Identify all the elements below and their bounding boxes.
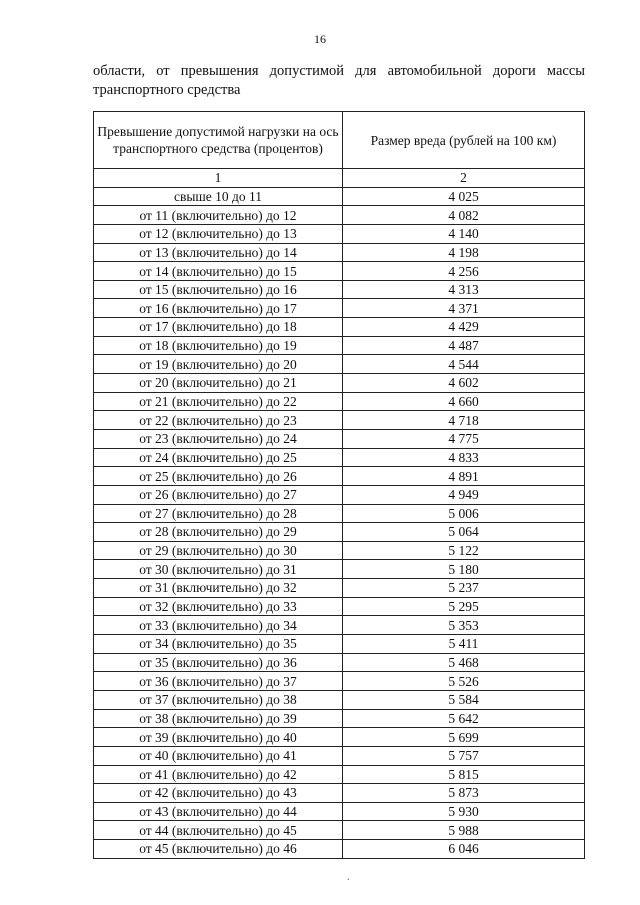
- harm-amount-cell: 4 256: [343, 262, 585, 281]
- table-row: [94, 653, 585, 672]
- overload-range-cell: от 29 (включительно) до 30: [94, 541, 343, 560]
- table-body: [94, 169, 585, 859]
- harm-amount-cell: 5 988: [343, 821, 585, 840]
- overload-range-cell: от 28 (включительно) до 29: [94, 523, 343, 542]
- harm-amount-cell: 5 064: [343, 523, 585, 542]
- table-row: [94, 597, 585, 616]
- table-row: [94, 187, 585, 206]
- footer-mark: .: [347, 872, 350, 883]
- table-row: [94, 709, 585, 728]
- overload-range-cell: от 35 (включительно) до 36: [94, 653, 343, 672]
- harm-amount-cell: 4 487: [343, 336, 585, 355]
- overload-range-cell: от 30 (включительно) до 31: [94, 560, 343, 579]
- harm-amount-cell: 4 198: [343, 243, 585, 262]
- overload-range-cell: от 18 (включительно) до 19: [94, 336, 343, 355]
- table-row: [94, 392, 585, 411]
- intro-paragraph: [93, 62, 585, 100]
- overload-range-cell: от 38 (включительно) до 39: [94, 709, 343, 728]
- overload-range-cell: от 26 (включительно) до 27: [94, 485, 343, 504]
- table-row: [94, 523, 585, 542]
- harm-amount-cell: 4 718: [343, 411, 585, 430]
- table-row: [94, 616, 585, 635]
- table-row: [94, 467, 585, 486]
- table-row: [94, 448, 585, 467]
- harm-amount-cell: 5 757: [343, 746, 585, 765]
- harm-amount-cell: 5 180: [343, 560, 585, 579]
- table-row: [94, 821, 585, 840]
- table-row: [94, 560, 585, 579]
- harm-amount-cell: 4 371: [343, 299, 585, 318]
- harm-amount-cell: 4 949: [343, 485, 585, 504]
- table-row: [94, 485, 585, 504]
- harm-amount-cell: 4 313: [343, 280, 585, 299]
- harm-amount-cell: 4 602: [343, 374, 585, 393]
- overload-range-cell: от 32 (включительно) до 33: [94, 597, 343, 616]
- column-number-cell: 1: [94, 169, 343, 188]
- table-row: [94, 541, 585, 560]
- harm-amount-cell: 4 140: [343, 224, 585, 243]
- overload-range-cell: от 43 (включительно) до 44: [94, 802, 343, 821]
- harm-amount-cell: 5 699: [343, 728, 585, 747]
- harm-amount-cell: 5 930: [343, 802, 585, 821]
- harm-amount-cell: 4 775: [343, 429, 585, 448]
- harm-amount-cell: 4 025: [343, 187, 585, 206]
- overload-range-cell: от 31 (включительно) до 32: [94, 579, 343, 598]
- overload-range-cell: от 41 (включительно) до 42: [94, 765, 343, 784]
- harm-amount-cell: 5 873: [343, 784, 585, 803]
- table-row: [94, 784, 585, 803]
- table-row: [94, 262, 585, 281]
- harm-amount-cell: 5 584: [343, 690, 585, 709]
- harm-amount-cell: 5 815: [343, 765, 585, 784]
- table-row: [94, 690, 585, 709]
- table-row: [94, 206, 585, 225]
- table-row: [94, 355, 585, 374]
- overload-range-cell: от 44 (включительно) до 45: [94, 821, 343, 840]
- header-harm-amount: Размер вреда (рублей на 100 км): [343, 112, 585, 169]
- table-row: [94, 635, 585, 654]
- harm-amount-cell: 5 642: [343, 709, 585, 728]
- table-row: [94, 802, 585, 821]
- overload-range-cell: от 40 (включительно) до 41: [94, 746, 343, 765]
- table-row: [94, 765, 585, 784]
- table-row: [94, 374, 585, 393]
- table-row: [94, 318, 585, 337]
- harm-rate-table: [93, 111, 585, 859]
- overload-range-cell: от 23 (включительно) до 24: [94, 429, 343, 448]
- table-row: [94, 429, 585, 448]
- harm-amount-cell: 5 122: [343, 541, 585, 560]
- harm-amount-cell: 6 046: [343, 840, 585, 859]
- table-row: [94, 672, 585, 691]
- overload-range-cell: от 45 (включительно) до 46: [94, 840, 343, 859]
- intro-line-2: транспортного средства: [93, 82, 241, 98]
- harm-amount-cell: 5 468: [343, 653, 585, 672]
- table-row: [94, 504, 585, 523]
- table-row: [94, 728, 585, 747]
- harm-amount-cell: 4 891: [343, 467, 585, 486]
- intro-line-1: области, от превышения допустимой для автомобильной дороги массы: [93, 63, 585, 79]
- table-row: [94, 411, 585, 430]
- column-number-row: [94, 169, 585, 188]
- overload-range-cell: от 17 (включительно) до 18: [94, 318, 343, 337]
- overload-range-cell: от 24 (включительно) до 25: [94, 448, 343, 467]
- overload-range-cell: от 16 (включительно) до 17: [94, 299, 343, 318]
- overload-range-cell: от 37 (включительно) до 38: [94, 690, 343, 709]
- overload-range-cell: свыше 10 до 11: [94, 187, 343, 206]
- harm-amount-cell: 4 544: [343, 355, 585, 374]
- overload-range-cell: от 33 (включительно) до 34: [94, 616, 343, 635]
- table-row: [94, 280, 585, 299]
- harm-amount-cell: 4 082: [343, 206, 585, 225]
- table-row: [94, 224, 585, 243]
- harm-amount-cell: 5 353: [343, 616, 585, 635]
- table-row: [94, 299, 585, 318]
- harm-amount-cell: 4 429: [343, 318, 585, 337]
- harm-amount-cell: 4 833: [343, 448, 585, 467]
- harm-amount-cell: 5 295: [343, 597, 585, 616]
- overload-range-cell: от 34 (включительно) до 35: [94, 635, 343, 654]
- overload-range-cell: от 12 (включительно) до 13: [94, 224, 343, 243]
- table-row: [94, 840, 585, 859]
- overload-range-cell: от 15 (включительно) до 16: [94, 280, 343, 299]
- overload-range-cell: от 36 (включительно) до 37: [94, 672, 343, 691]
- overload-range-cell: от 20 (включительно) до 21: [94, 374, 343, 393]
- table-row: [94, 579, 585, 598]
- overload-range-cell: от 22 (включительно) до 23: [94, 411, 343, 430]
- table-header-row: [94, 112, 585, 169]
- header-overload-percent: Превышение допустимой нагрузки на ось транспортного средства (процентов): [94, 112, 343, 169]
- overload-range-cell: от 39 (включительно) до 40: [94, 728, 343, 747]
- overload-range-cell: от 19 (включительно) до 20: [94, 355, 343, 374]
- overload-range-cell: от 21 (включительно) до 22: [94, 392, 343, 411]
- overload-range-cell: от 13 (включительно) до 14: [94, 243, 343, 262]
- overload-range-cell: от 14 (включительно) до 15: [94, 262, 343, 281]
- harm-amount-cell: 5 006: [343, 504, 585, 523]
- table-row: [94, 336, 585, 355]
- overload-range-cell: от 25 (включительно) до 26: [94, 467, 343, 486]
- page-number: 16: [314, 32, 326, 46]
- table-row: [94, 243, 585, 262]
- table-row: [94, 746, 585, 765]
- harm-amount-cell: 5 237: [343, 579, 585, 598]
- overload-range-cell: от 42 (включительно) до 43: [94, 784, 343, 803]
- harm-amount-cell: 4 660: [343, 392, 585, 411]
- overload-range-cell: от 11 (включительно) до 12: [94, 206, 343, 225]
- harm-amount-cell: 5 411: [343, 635, 585, 654]
- column-number-cell: 2: [343, 169, 585, 188]
- harm-amount-cell: 5 526: [343, 672, 585, 691]
- overload-range-cell: от 27 (включительно) до 28: [94, 504, 343, 523]
